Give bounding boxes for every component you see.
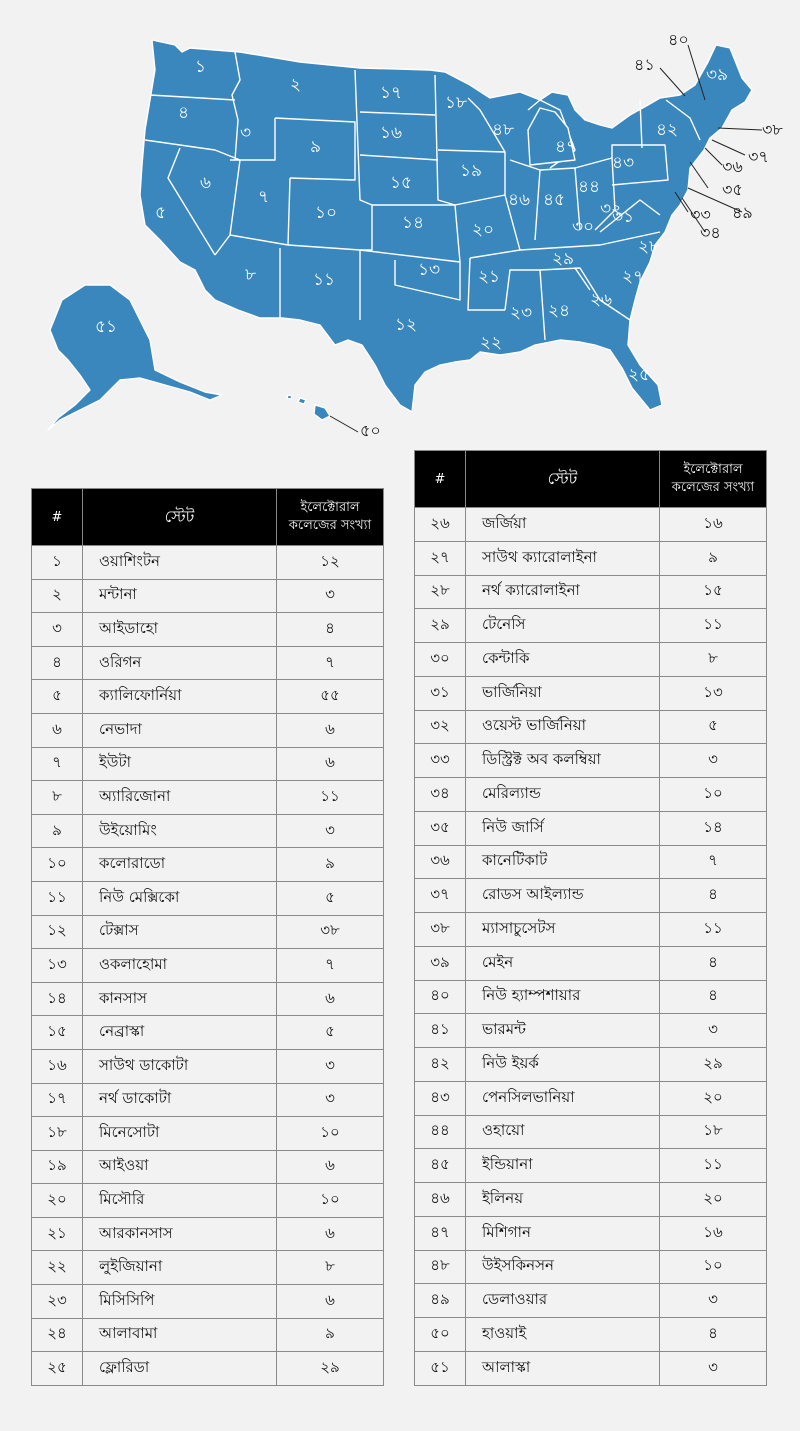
row-state-name: টেনেসি xyxy=(466,609,660,643)
table-row xyxy=(415,575,767,609)
row-electoral-votes: ৯ xyxy=(277,1318,384,1352)
table-row xyxy=(32,949,384,983)
map-label-30: ৩০ xyxy=(572,217,595,237)
row-state-name: জর্জিয়া xyxy=(466,508,660,542)
row-electoral-votes: ১১ xyxy=(277,781,384,815)
row-number: ৩৪ xyxy=(415,778,466,812)
map-label-6: ৬ xyxy=(200,173,212,193)
row-number: ৪৮ xyxy=(415,1250,466,1284)
map-label-23: ২৩ xyxy=(510,303,533,323)
header-number: # xyxy=(415,451,466,508)
table-row xyxy=(415,710,767,744)
row-number: ২১ xyxy=(32,1217,83,1251)
table-row xyxy=(415,1149,767,1183)
row-state-name: মন্টানা xyxy=(83,579,277,613)
row-number: ৩৬ xyxy=(415,845,466,879)
table-row xyxy=(415,541,767,575)
map-label-51: ৫১ xyxy=(95,317,118,337)
row-electoral-votes: ১১ xyxy=(660,1149,767,1183)
header-ev-line2: কলেজের সংখ্যা xyxy=(671,480,755,495)
table-row xyxy=(32,1352,384,1386)
header-ev-line1: ইলেক্টোরাল xyxy=(300,500,360,515)
callout-label-38: ৩৮ xyxy=(762,120,783,139)
row-number: ৩০ xyxy=(415,643,466,677)
table-row xyxy=(415,1318,767,1352)
row-number: ২৮ xyxy=(415,575,466,609)
row-electoral-votes: ১৬ xyxy=(660,1216,767,1250)
row-number: ১ xyxy=(32,546,83,580)
row-state-name: নেভাদা xyxy=(83,713,277,747)
table-row xyxy=(415,811,767,845)
row-number: ৪১ xyxy=(415,1014,466,1048)
table-row xyxy=(32,881,384,915)
map-label-19: ১৯ xyxy=(460,161,483,181)
map-label-42: ৪২ xyxy=(656,120,679,140)
row-electoral-votes: ৫ xyxy=(277,881,384,915)
row-electoral-votes: ৫৫ xyxy=(277,680,384,714)
header-state: স্টেট xyxy=(83,489,277,546)
table-row xyxy=(32,982,384,1016)
table-row xyxy=(415,609,767,643)
row-electoral-votes: ২৯ xyxy=(277,1352,384,1386)
header-ev-line1: ইলেক্টোরাল xyxy=(683,462,743,477)
table-row xyxy=(32,1150,384,1184)
row-number: ১৯ xyxy=(32,1150,83,1184)
row-state-name: সাউথ ডাকোটা xyxy=(83,1049,277,1083)
row-state-name: ক্যালিফোর্নিয়া xyxy=(83,680,277,714)
row-number: ৩২ xyxy=(415,710,466,744)
map-label-45: ৪৫ xyxy=(543,190,566,210)
row-number: ১৭ xyxy=(32,1083,83,1117)
map-label-10: ১০ xyxy=(315,203,338,223)
row-number: ২৫ xyxy=(32,1352,83,1386)
row-number: ১৫ xyxy=(32,1016,83,1050)
row-electoral-votes: ৬ xyxy=(277,1285,384,1319)
row-number: ৪৬ xyxy=(415,1183,466,1217)
row-state-name: নর্থ ক্যারোলাইনা xyxy=(466,575,660,609)
table-row xyxy=(32,1016,384,1050)
row-state-name: পেনসিলভানিয়া xyxy=(466,1081,660,1115)
row-number: ৩ xyxy=(32,613,83,647)
row-electoral-votes: ৩ xyxy=(277,1049,384,1083)
row-state-name: আইওয়া xyxy=(83,1150,277,1184)
table-row xyxy=(415,1183,767,1217)
row-number: ৭ xyxy=(32,747,83,781)
row-electoral-votes: ৩ xyxy=(277,1083,384,1117)
table-row xyxy=(32,579,384,613)
row-electoral-votes: ৩ xyxy=(660,1351,767,1385)
map-label-2: ২ xyxy=(290,75,302,95)
table-row xyxy=(415,1284,767,1318)
table-row xyxy=(32,915,384,949)
table-row xyxy=(32,713,384,747)
map-label-14: ১৪ xyxy=(402,213,425,233)
row-number: ৩৫ xyxy=(415,811,466,845)
row-number: ৫০ xyxy=(415,1318,466,1352)
row-state-name: মিসৌরি xyxy=(83,1184,277,1218)
map-label-4: ৪ xyxy=(178,103,190,123)
map-label-24: ২৪ xyxy=(548,301,571,321)
row-number: ৩৭ xyxy=(415,879,466,913)
row-number: ২০ xyxy=(32,1184,83,1218)
row-electoral-votes: ৪ xyxy=(277,613,384,647)
table-row xyxy=(32,747,384,781)
row-electoral-votes: ১০ xyxy=(660,778,767,812)
table-header-row xyxy=(32,489,384,546)
row-state-name: কানেটিকাট xyxy=(466,845,660,879)
row-state-name: ভার্জিনিয়া xyxy=(466,676,660,710)
table-header-row xyxy=(415,451,767,508)
table-row xyxy=(32,613,384,647)
table-row xyxy=(32,546,384,580)
row-state-name: কলোরাডো xyxy=(83,848,277,882)
row-number: ৪৫ xyxy=(415,1149,466,1183)
row-electoral-votes: ১৮ xyxy=(660,1115,767,1149)
table-row xyxy=(415,744,767,778)
table-row xyxy=(415,1250,767,1284)
table-row xyxy=(32,1117,384,1151)
map-label-20: ২০ xyxy=(472,220,495,240)
row-electoral-votes: ১২ xyxy=(277,546,384,580)
map-label-31: ৩১ xyxy=(612,207,635,227)
row-electoral-votes: ৩ xyxy=(660,744,767,778)
table-row xyxy=(415,946,767,980)
row-number: ৪৯ xyxy=(415,1284,466,1318)
map-label-16: ১৬ xyxy=(380,123,403,143)
row-state-name: মেরিল্যান্ড xyxy=(466,778,660,812)
callout-label-49: ৪৯ xyxy=(732,203,753,222)
table-row xyxy=(32,1083,384,1117)
row-number: ১৬ xyxy=(32,1049,83,1083)
row-electoral-votes: ৪ xyxy=(660,980,767,1014)
row-electoral-votes: ১০ xyxy=(277,1184,384,1218)
table-row xyxy=(32,646,384,680)
row-state-name: নিউ মেক্সিকো xyxy=(83,881,277,915)
row-state-name: ফ্লোরিডা xyxy=(83,1352,277,1386)
row-number: ৪ xyxy=(32,646,83,680)
row-electoral-votes: ৩ xyxy=(660,1014,767,1048)
row-number: ৪২ xyxy=(415,1048,466,1082)
row-state-name: ডিস্ট্রিক্ট অব কলম্বিয়া xyxy=(466,744,660,778)
row-number: ৫১ xyxy=(415,1351,466,1385)
row-electoral-votes: ২০ xyxy=(660,1081,767,1115)
row-state-name: নর্থ ডাকোটা xyxy=(83,1083,277,1117)
map-label-5: ৫ xyxy=(155,203,167,223)
row-electoral-votes: ৭ xyxy=(277,646,384,680)
map-label-28: ২৮ xyxy=(638,237,661,257)
row-electoral-votes: ২৯ xyxy=(660,1048,767,1082)
row-state-name: সাউথ ক্যারোলাইনা xyxy=(466,541,660,575)
us-map-svg xyxy=(0,0,800,440)
row-number: ৪০ xyxy=(415,980,466,1014)
table-row xyxy=(415,845,767,879)
map-label-26: ২৬ xyxy=(590,290,613,310)
row-number: ২৭ xyxy=(415,541,466,575)
row-number: ৩১ xyxy=(415,676,466,710)
row-electoral-votes: ১৬ xyxy=(660,508,767,542)
row-state-name: ইউটা xyxy=(83,747,277,781)
row-state-name: নিউ ইয়র্ক xyxy=(466,1048,660,1082)
row-electoral-votes: ৩ xyxy=(277,579,384,613)
map-label-15: ১৫ xyxy=(390,173,413,193)
row-electoral-votes: ৬ xyxy=(277,1217,384,1251)
map-label-29: ২৯ xyxy=(552,249,575,269)
row-state-name: কানসাস xyxy=(83,982,277,1016)
row-electoral-votes: ৩৮ xyxy=(277,915,384,949)
callout-label-35: ৩৫ xyxy=(722,180,743,199)
callout-label-40: ৪০ xyxy=(668,30,689,49)
row-number: ২৬ xyxy=(415,508,466,542)
row-electoral-votes: ১১ xyxy=(660,913,767,947)
map-label-9: ৯ xyxy=(310,137,322,157)
map-label-47: ৪৭ xyxy=(555,137,578,157)
us-states-map xyxy=(0,0,800,440)
row-state-name: রোডস আইল্যান্ড xyxy=(466,879,660,913)
row-electoral-votes: ৭ xyxy=(660,845,767,879)
table-row xyxy=(415,676,767,710)
table-row xyxy=(415,1081,767,1115)
row-electoral-votes: ৮ xyxy=(660,643,767,677)
row-electoral-votes: ১০ xyxy=(277,1117,384,1151)
row-state-name: ওয়েস্ট ভার্জিনিয়া xyxy=(466,710,660,744)
row-state-name: ইন্ডিয়ানা xyxy=(466,1149,660,1183)
row-number: ৩৯ xyxy=(415,946,466,980)
row-electoral-votes: ৯ xyxy=(660,541,767,575)
row-number: ৮ xyxy=(32,781,83,815)
row-number: ৬ xyxy=(32,713,83,747)
map-label-1: ১ xyxy=(195,57,207,77)
row-state-name: ডেলাওয়ার xyxy=(466,1284,660,1318)
table-row xyxy=(32,680,384,714)
map-label-18: ১৮ xyxy=(445,93,468,113)
table-row xyxy=(415,1048,767,1082)
callout-label-34: ৩৪ xyxy=(700,223,721,242)
map-label-8: ৮ xyxy=(245,265,257,285)
map-label-46: ৪৬ xyxy=(508,190,531,210)
row-electoral-votes: ৯ xyxy=(277,848,384,882)
row-number: ২ xyxy=(32,579,83,613)
table-body-left xyxy=(32,546,384,1386)
map-label-22: ২২ xyxy=(480,333,503,353)
alaska-shape xyxy=(48,285,222,430)
map-label-44: ৪৪ xyxy=(578,177,601,197)
map-label-7: ৭ xyxy=(258,187,270,207)
row-electoral-votes: ৭ xyxy=(277,949,384,983)
header-electoral-votes xyxy=(277,489,384,546)
table-body-right xyxy=(415,508,767,1386)
row-state-name: ভারমন্ট xyxy=(466,1014,660,1048)
table-row xyxy=(415,1216,767,1250)
row-number: ১৩ xyxy=(32,949,83,983)
row-number: ১২ xyxy=(32,915,83,949)
row-state-name: মিসিসিপি xyxy=(83,1285,277,1319)
row-state-name: মিশিগান xyxy=(466,1216,660,1250)
table-row xyxy=(32,781,384,815)
map-label-27: ২৭ xyxy=(622,267,645,287)
map-label-13: ১৩ xyxy=(418,260,441,280)
row-state-name: কেন্টাকি xyxy=(466,643,660,677)
row-electoral-votes: ৪ xyxy=(660,946,767,980)
row-number: ১০ xyxy=(32,848,83,882)
row-state-name: লুইজিয়ানা xyxy=(83,1251,277,1285)
row-electoral-votes: ৫ xyxy=(660,710,767,744)
callout-label-36: ৩৬ xyxy=(722,157,743,176)
row-number: ৩৮ xyxy=(415,913,466,947)
row-electoral-votes: ১০ xyxy=(660,1250,767,1284)
table-row xyxy=(32,1318,384,1352)
row-number: ৯ xyxy=(32,814,83,848)
row-number: ২৯ xyxy=(415,609,466,643)
table-row xyxy=(415,913,767,947)
map-label-32: ৩২ xyxy=(600,199,623,219)
row-number: ২২ xyxy=(32,1251,83,1285)
table-row xyxy=(415,879,767,913)
row-number: ৩৩ xyxy=(415,744,466,778)
map-label-12: ১২ xyxy=(395,315,418,335)
row-state-name: নিউ হ্যাম্পশায়ার xyxy=(466,980,660,1014)
hawaii-shape xyxy=(314,405,330,420)
row-electoral-votes: ৬ xyxy=(277,747,384,781)
row-state-name: নেব্রাস্কা xyxy=(83,1016,277,1050)
row-state-name: আইডাহো xyxy=(83,613,277,647)
row-state-name: ম্যাসাচুসেটস xyxy=(466,913,660,947)
row-number: ৪৪ xyxy=(415,1115,466,1149)
row-state-name: ওয়াশিংটন xyxy=(83,546,277,580)
row-electoral-votes: ৬ xyxy=(277,982,384,1016)
row-state-name: ওরিগন xyxy=(83,646,277,680)
row-state-name: আলাবামা xyxy=(83,1318,277,1352)
row-state-name: টেক্সাস xyxy=(83,915,277,949)
row-electoral-votes: ১৫ xyxy=(660,575,767,609)
row-electoral-votes: ২০ xyxy=(660,1183,767,1217)
table-row xyxy=(32,814,384,848)
row-electoral-votes: ৬ xyxy=(277,713,384,747)
row-state-name: হাওয়াই xyxy=(466,1318,660,1352)
table-row xyxy=(32,1251,384,1285)
row-number: ৪৩ xyxy=(415,1081,466,1115)
row-state-name: নিউ জার্সি xyxy=(466,811,660,845)
row-state-name: ওকলাহোমা xyxy=(83,949,277,983)
row-number: ২৪ xyxy=(32,1318,83,1352)
row-state-name: মেইন xyxy=(466,946,660,980)
table-row xyxy=(415,980,767,1014)
row-electoral-votes: ৩ xyxy=(277,814,384,848)
row-state-name: মিনেসোটা xyxy=(83,1117,277,1151)
map-label-3: ৩ xyxy=(240,123,252,143)
row-number: ১৪ xyxy=(32,982,83,1016)
row-state-name: আলাস্কা xyxy=(466,1351,660,1385)
electoral-table-right xyxy=(414,450,767,1386)
row-state-name: ইলিনয় xyxy=(466,1183,660,1217)
map-label-48: ৪৮ xyxy=(492,120,515,140)
row-electoral-votes: ৪ xyxy=(660,1318,767,1352)
row-number: ১৮ xyxy=(32,1117,83,1151)
table-row xyxy=(415,508,767,542)
table-row xyxy=(415,643,767,677)
callout-label-33: ৩৩ xyxy=(690,205,711,224)
callout-label-37: ৩৭ xyxy=(748,147,769,166)
row-state-name: উইয়োমিং xyxy=(83,814,277,848)
header-number: # xyxy=(32,489,83,546)
row-electoral-votes: ৪ xyxy=(660,879,767,913)
row-electoral-votes: ৩ xyxy=(660,1284,767,1318)
table-row xyxy=(32,1184,384,1218)
header-electoral-votes xyxy=(660,451,767,508)
callout-label-41: ৪১ xyxy=(634,55,655,74)
header-state: স্টেট xyxy=(466,451,660,508)
map-label-43: ৪৩ xyxy=(612,153,635,173)
map-label-25: ২৫ xyxy=(628,365,651,385)
row-electoral-votes: ১৪ xyxy=(660,811,767,845)
table-row xyxy=(32,1049,384,1083)
row-state-name: আরকানসাস xyxy=(83,1217,277,1251)
row-electoral-votes: ৫ xyxy=(277,1016,384,1050)
table-row xyxy=(415,1115,767,1149)
table-row xyxy=(415,1014,767,1048)
row-number: ২৩ xyxy=(32,1285,83,1319)
row-state-name: উইসকিনসন xyxy=(466,1250,660,1284)
row-electoral-votes: ১১ xyxy=(660,609,767,643)
row-number: ৫ xyxy=(32,680,83,714)
map-label-21: ২১ xyxy=(478,267,501,287)
row-state-name: অ্যারিজোনা xyxy=(83,781,277,815)
row-number: ৪৭ xyxy=(415,1216,466,1250)
table-row xyxy=(32,1217,384,1251)
table-row xyxy=(32,1285,384,1319)
row-state-name: ওহায়ো xyxy=(466,1115,660,1149)
table-row xyxy=(32,848,384,882)
row-electoral-votes: ১৩ xyxy=(660,676,767,710)
header-ev-line2: কলেজের সংখ্যা xyxy=(288,518,372,533)
row-number: ১১ xyxy=(32,881,83,915)
map-label-11: ১১ xyxy=(313,270,336,290)
map-label-39: ৩৯ xyxy=(706,65,729,85)
electoral-table-left xyxy=(31,488,384,1386)
map-label-17: ১৭ xyxy=(380,83,403,103)
row-electoral-votes: ৮ xyxy=(277,1251,384,1285)
table-row xyxy=(415,1351,767,1385)
callout-label-50: ৫০ xyxy=(360,421,381,440)
table-row xyxy=(415,778,767,812)
row-electoral-votes: ৬ xyxy=(277,1150,384,1184)
